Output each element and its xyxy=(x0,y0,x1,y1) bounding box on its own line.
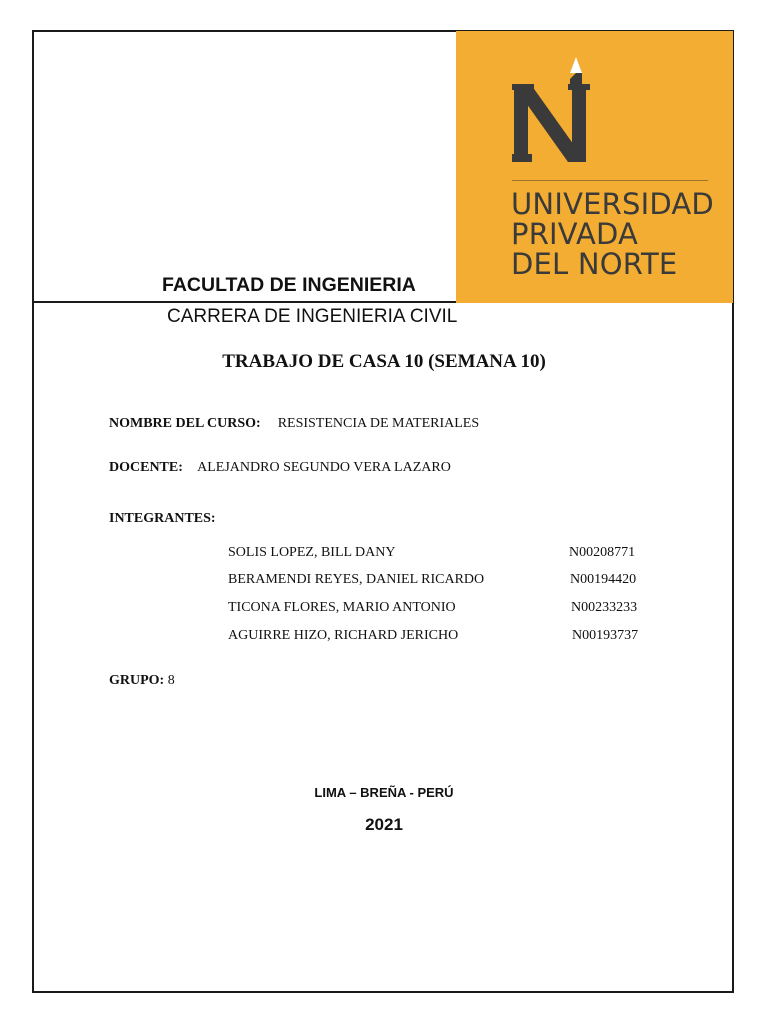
course-line xyxy=(109,416,479,432)
location-text: LIMA – BREÑA - PERÚ xyxy=(314,785,454,800)
career-title: CARRERA DE INGENIERIA CIVIL xyxy=(167,306,458,327)
member-row xyxy=(228,545,648,563)
teacher-value: ALEJANDRO SEGUNDO VERA LAZARO xyxy=(197,460,451,475)
university-name-line-1: UNIVERSIDAD xyxy=(511,187,714,221)
member-row xyxy=(228,572,648,590)
university-logo xyxy=(456,31,733,303)
members-heading xyxy=(109,511,216,527)
year-text: 2021 xyxy=(365,815,403,834)
member-name: TICONA FLORES, MARIO ANTONIO xyxy=(228,600,456,615)
header-divider xyxy=(33,301,456,303)
university-name-line-3: DEL NORTE xyxy=(511,247,678,281)
university-name xyxy=(511,189,714,279)
assignment-title: TRABAJO DE CASA 10 (SEMANA 10) xyxy=(222,351,546,372)
group-label: GRUPO: xyxy=(109,673,165,688)
members-label: INTEGRANTES: xyxy=(109,511,216,526)
teacher-line xyxy=(109,460,451,476)
member-code: N00194420 xyxy=(570,572,637,587)
course-label: NOMBRE DEL CURSO: xyxy=(109,416,261,431)
member-name: BERAMENDI REYES, DANIEL RICARDO xyxy=(228,572,485,587)
teacher-label: DOCENTE: xyxy=(109,460,183,475)
member-code: N00208771 xyxy=(569,545,636,560)
member-name: AGUIRRE HIZO, RICHARD JERICHO xyxy=(228,628,459,643)
upn-n-logo-icon xyxy=(512,55,592,169)
course-value: RESISTENCIA DE MATERIALES xyxy=(277,416,480,431)
university-name-line-2: PRIVADA xyxy=(511,217,639,251)
member-name: SOLIS LOPEZ, BILL DANY xyxy=(228,545,396,560)
member-code: N00193737 xyxy=(572,628,639,643)
logo-divider xyxy=(512,180,708,181)
group-value: 8 xyxy=(167,673,175,688)
member-code: N00233233 xyxy=(571,600,638,615)
member-row xyxy=(228,600,648,618)
group-line xyxy=(109,673,175,689)
member-row xyxy=(228,628,648,646)
faculty-title: FACULTAD DE INGENIERIA xyxy=(162,274,416,296)
